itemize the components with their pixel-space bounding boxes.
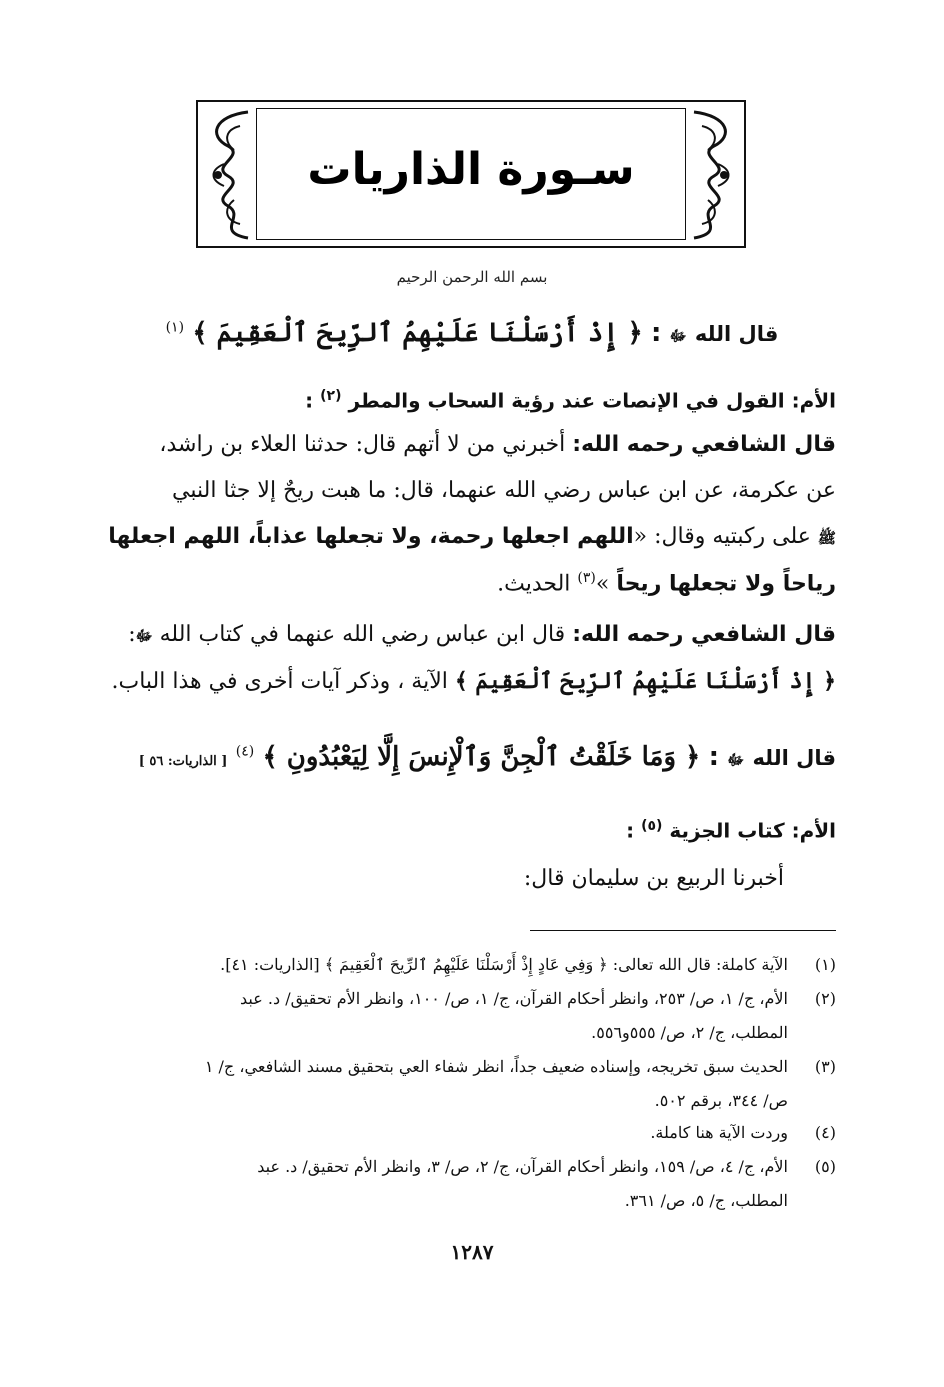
page-number: ١٢٨٧ [450, 1240, 494, 1264]
footnote-ref: (٥) [641, 818, 663, 834]
para2-line2 [108, 668, 836, 694]
footnote-ref: (٤) [235, 743, 255, 760]
footnote-number: (٥) [814, 1157, 836, 1176]
honorific: ﷺ [817, 529, 836, 547]
footnote-number: (٣) [814, 1057, 836, 1076]
verse-reference: [ الذاريات: ٥٦ ] [138, 754, 228, 769]
basmala: بسم الله الرحمن الرحيم [396, 268, 548, 286]
honorific: ﷻ [727, 751, 745, 769]
footnote-divider [530, 930, 836, 931]
speaker: قال الشافعي رحمه الله: [572, 622, 836, 647]
footnote-text: الآية كاملة: قال الله تعالى: ﴿ وَفِي عَادٍ إِذْ أَرْسَلْنَا عَلَيْهِمُ ٱلرِّيحَ ٱلْعَقِيمَ ﴾ [الذاريات: ٤١]. [220, 955, 788, 974]
para3: أخبرنا الربيع بن سليمان قال: [523, 866, 784, 891]
verse-line-2 [108, 742, 836, 773]
surah-title: سـورة الذاريات [307, 144, 635, 195]
footnote-ref: (٣) [577, 570, 596, 586]
hadith-text: رياحاً ولا تجعلها ريحاً [616, 571, 836, 597]
footnote-text: وردت الآية هنا كاملة. [650, 1123, 788, 1142]
footnote-number: (٢) [814, 989, 836, 1008]
section-heading-2 [108, 818, 836, 843]
para-text: على ركبتيه وقال: « [633, 524, 818, 549]
footnote-number: (٤) [814, 1123, 836, 1142]
footnote-text: الأم، ج/ ١، ص/ ٢٥٣، وانظر أحكام القرآن، ج/ ١، ص/ ١٠٠، وانظر الأم تحقيق/ د. عبد [240, 989, 788, 1008]
footnote-text: الأم، ج/ ٤، ص/ ١٥٩، وانظر أحكام القرآن، ج/ ٢، ص/ ٣، وانظر الأم تحقيق/ د. عبد [257, 1157, 788, 1176]
honorific: ﷻ [135, 627, 153, 645]
colon: : [650, 318, 662, 348]
colon: : [626, 818, 635, 843]
surah-title-frame [196, 100, 746, 248]
quote-close: » [595, 571, 617, 597]
footnote-text: الحديث سبق تخريجه، وإسناده ضعيف جداً، انظر شفاء العي بتحقيق مسند الشافعي، ج/ ١ [204, 1057, 788, 1076]
para1-line2 [108, 478, 836, 503]
footnote-ref: (١) [165, 319, 185, 336]
honorific: ﷻ [669, 327, 687, 345]
footnote-5 [108, 1150, 836, 1218]
footnote-text-cont: المطلب، ج/ ٢، ص/ ٥٥٥و٥٥٦. [591, 1023, 788, 1042]
section-heading-1 [108, 388, 836, 413]
para1-line3 [108, 524, 836, 551]
para-text: أخبرني من لا أتهم قال: حدثنا العلاء بن راشد، [159, 432, 573, 457]
para1-line4 [108, 570, 836, 596]
footnote-3 [108, 1050, 836, 1118]
footnote-4 [108, 1116, 836, 1150]
para-text: الآية ، وذكر آيات أخرى في هذا الباب. [111, 669, 455, 694]
colon: : [128, 622, 136, 647]
footnote-ref: (٢) [320, 388, 342, 404]
verse-intro: قال الله [694, 322, 779, 346]
para-text: قال ابن عباس رضي الله عنهما في كتاب الله [159, 622, 573, 647]
para1-line1 [108, 432, 836, 457]
quran-verse: ﴿ إِذْ أَرْسَلْنَا عَلَيْهِمُ ٱلرِّيحَ ٱلْعَقِيمَ ﴾ [192, 318, 643, 348]
speaker: قال الشافعي رحمه الله: [572, 432, 836, 457]
colon: : [305, 388, 314, 413]
footnote-2 [108, 982, 836, 1050]
footnote-1 [108, 948, 836, 982]
para-text: الحديث. [497, 571, 578, 597]
heading-text: الأم: القول في الإنصات عند رؤية السحاب والمطر [348, 388, 836, 413]
verse-intro: قال الله [752, 746, 836, 770]
para2-line1 [108, 622, 836, 649]
quran-verse: ﴿ وَمَا خَلَقْتُ ٱلْجِنَّ وَٱلْإِنسَ إِلَّا لِيَعْبُدُونِ ﴾ [262, 742, 701, 772]
colon: : [708, 742, 719, 772]
quran-verse: ﴿ إِذْ أَرْسَلْنَا عَلَيْهِمُ ٱلرِّيحَ ٱلْعَقِيمَ ﴾ [454, 668, 836, 694]
hadith-text: اللهم اجعلها رحمة، ولا تجعلها عذاباً، اللهم اجعلها [108, 524, 634, 549]
para-text: عن عكرمة، عن ابن عباس رضي الله عنهما، قال: ما هبت ريحٌ إلا جثا النبي [172, 478, 836, 503]
footnote-text-cont: المطلب، ج/ ٥، ص/ ٣٦١. [624, 1191, 788, 1210]
footnote-number: (١) [814, 955, 836, 974]
ornament-left [202, 106, 254, 244]
verse-line-1 [108, 318, 836, 349]
heading-text: الأم: كتاب الجزية [669, 818, 836, 843]
footnote-text-cont: ص/ ٣٤٤، برقم ٥٠٢. [654, 1091, 788, 1110]
